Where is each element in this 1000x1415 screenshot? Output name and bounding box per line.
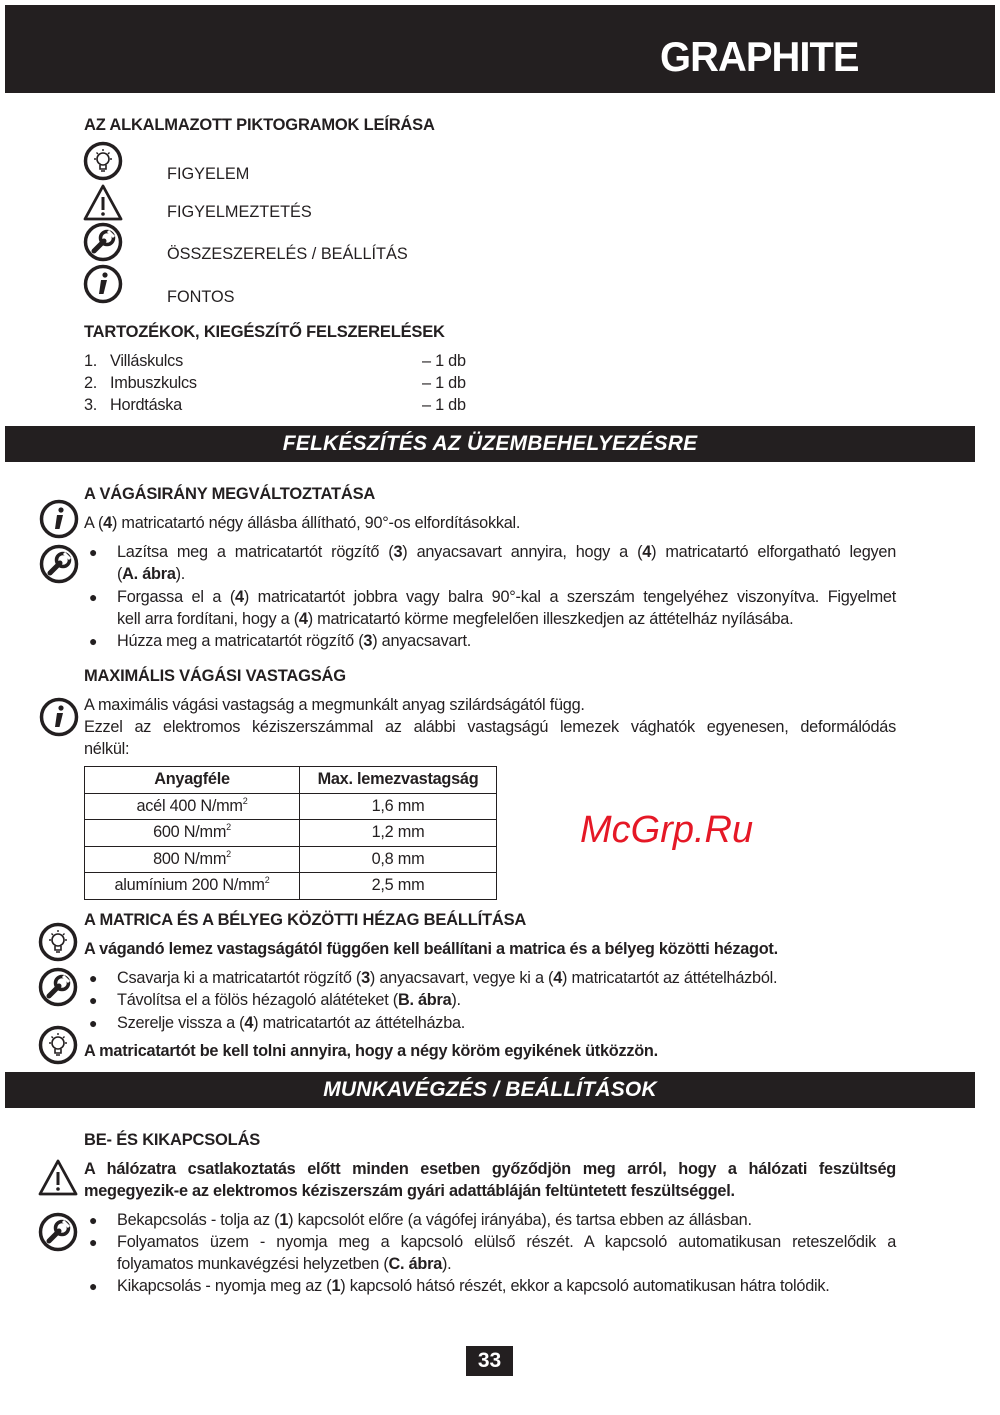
pictograms-heading: AZ ALKALMAZOTT PIKTOGRAMOK LEÍRÁSA (84, 116, 435, 134)
info-text: A maximális vágási vastagság a megmunkált anyag szilárdságától függ. (84, 696, 585, 714)
text-run: Kikapcsolás - nyomja meg az ( (117, 1277, 332, 1295)
bullet-text (117, 1012, 465, 1034)
bullet-text (117, 608, 793, 630)
thickness-table (84, 766, 497, 900)
page-header (5, 5, 995, 93)
superscript: 2 (226, 848, 231, 859)
table-row (85, 846, 497, 873)
material-cell (85, 793, 300, 820)
bullet-icon: ● (89, 544, 98, 560)
bold-reference: 1 (331, 1277, 341, 1295)
pictogram-label: FIGYELMEZTETÉS (167, 203, 312, 221)
text-run: ) matricatartó körme megfelelően illeszkedjen az áttételház nyílásába. (307, 610, 794, 628)
thickness-cell: 0,8 mm (300, 846, 497, 873)
column-header: Max. lemezvastagság (300, 767, 497, 794)
list-qty: – 1 db (422, 396, 466, 414)
text-run: Folyamatos üzem - nyomja meg a kapcsoló elülső részét. A kapcsoló automatikusan reteszelődik a (117, 1233, 896, 1251)
text-run: Húzza meg a matricatartót rögzítő ( (117, 632, 364, 650)
info-text: Ezzel az elektromos kéziszerszámmal az alábbi vastagságú lemezek vághatók egyenesen, deformálódás (84, 718, 896, 736)
table-row (85, 873, 497, 900)
column-header: Anyagféle (85, 767, 300, 794)
bold-reference: A. ábra (122, 565, 176, 583)
bullet-text (117, 586, 896, 608)
material-cell (85, 873, 300, 900)
bullet-text (117, 967, 777, 989)
bold-reference: B. ábra (397, 991, 452, 1009)
bullet-icon: ● (89, 992, 98, 1008)
text-run: Szerelje vissza a ( (117, 1014, 245, 1032)
list-qty: – 1 db (422, 352, 466, 370)
list-number: 3. (84, 396, 98, 414)
wrench-icon (38, 1212, 78, 1252)
text-run: kell arra fordítani, hogy a ( (117, 610, 299, 628)
section-banner: MUNKAVÉGZÉS / BEÁLLÍTÁSOK (5, 1072, 975, 1108)
text-run: ). (442, 1255, 452, 1273)
bold-reference: 4 (298, 610, 308, 628)
page-number: 33 (466, 1346, 513, 1376)
text-run: Forgassa el a ( (117, 588, 236, 606)
text-run: ) matricatartót az áttételházból. (562, 969, 778, 987)
bold-reference: 4 (235, 588, 244, 606)
superscript: 2 (264, 875, 270, 886)
material-text: acél 400 N/mm (136, 796, 243, 815)
bullet-text (117, 1231, 896, 1253)
info-icon (39, 499, 79, 539)
text-run: ). (175, 565, 186, 583)
text-run: ) anyacsavart annyira, hogy a ( (402, 543, 643, 561)
bold-reference: 4 (244, 1014, 254, 1032)
text-run: ) matricatartó négy állásba állítható, 90°-os elfordításokkal. (111, 514, 521, 532)
info-text (84, 512, 520, 534)
warning-text: A hálózatra csatlakoztatás előtt minden esetben győződjön meg arról, hogy a hálózati feszültség (84, 1160, 896, 1178)
thickness-cell: 1,2 mm (300, 820, 497, 847)
graphite-logo: GRAPHITE (660, 33, 859, 80)
bullet-text (117, 1209, 752, 1231)
text-run: ) matricatartó elforgatható legyen (651, 543, 897, 561)
info-icon (39, 697, 79, 737)
section-banner: FELKÉSZÍTÉS AZ ÜZEMBEHELYEZÉSRE (5, 426, 975, 462)
cut-direction-heading: A VÁGÁSIRÁNY MEGVÁLTOZTATÁSA (84, 485, 376, 503)
table-row (85, 793, 497, 820)
thickness-cell: 1,6 mm (300, 793, 497, 820)
bold-reference: C. ábra (388, 1255, 442, 1273)
text-run: ) anyacsavart. (372, 632, 471, 650)
text-run: ( (117, 565, 123, 583)
bullet-text (117, 1253, 451, 1275)
bulb-icon (38, 1025, 78, 1065)
text-run: ) matricatartót az áttételházba. (253, 1014, 466, 1032)
text-run: ). (451, 991, 461, 1009)
wrench-icon (83, 222, 123, 262)
text-run: Lazítsa meg a matricatartót rögzítő ( (117, 543, 394, 561)
bullet-text (117, 989, 461, 1011)
list-item: Villáskulcs (110, 352, 183, 370)
bold-reference: 3 (363, 632, 373, 650)
list-qty: – 1 db (422, 374, 466, 392)
wrench-icon (38, 967, 78, 1007)
thickness-cell: 2,5 mm (300, 873, 497, 900)
text-run: ) kapcsolót előre (a vágófej irányába), és tartsa ebben az állásban. (288, 1211, 752, 1229)
bullet-icon: ● (89, 970, 98, 986)
warning-icon (83, 183, 123, 223)
text-run: folyamatos munkavégzési helyzetben ( (117, 1255, 389, 1273)
bullet-icon: ● (89, 589, 98, 605)
bullet-text (117, 1275, 830, 1297)
bold-reference: 4 (642, 543, 652, 561)
gap-heading: A MATRICA ÉS A BÉLYEG KÖZÖTTI HÉZAG BEÁLLÍTÁSA (84, 911, 527, 929)
bullet-icon: ● (89, 1278, 98, 1294)
bullet-text (117, 563, 185, 585)
bullet-icon: ● (89, 1015, 98, 1031)
bold-reference: 4 (553, 969, 563, 987)
switching-heading: BE- ÉS KIKAPCSOLÁS (84, 1131, 261, 1149)
warning-text: megegyezik-e az elektromos kéziszerszám gyári adattábláján feltüntetett feszültséggel. (84, 1182, 735, 1200)
table-row (85, 820, 497, 847)
text-run: ) matricatartót jobbra vagy balra 90°-kal a szerszám tengelyéhez viszonyítva. Figyelmet (243, 588, 897, 606)
text-run: Csavarja ki a matricatartót rögzítő ( (117, 969, 362, 987)
attention-text: A vágandó lemez vastagságától függően kell beállítani a matrica és a bélyeg közötti hézagot. (84, 940, 778, 958)
material-cell (85, 820, 300, 847)
material-text: 800 N/mm (153, 849, 227, 868)
warning-icon (38, 1158, 78, 1198)
superscript: 2 (242, 795, 248, 806)
list-number: 1. (84, 352, 98, 370)
text-run: A ( (84, 514, 104, 532)
max-thickness-heading: MAXIMÁLIS VÁGÁSI VASTAGSÁG (84, 667, 346, 685)
material-text: alumínium 200 N/mm (114, 876, 265, 895)
bold-reference: 4 (103, 514, 112, 532)
text-run: ) kapcsoló hátsó részét, ekkor a kapcsoló automatikusan hátra tolódik. (340, 1277, 830, 1295)
watermark: McGrp.Ru (580, 809, 754, 851)
bold-reference: 3 (393, 543, 403, 561)
text-run: ) anyacsavart, vegye ki a ( (369, 969, 554, 987)
bold-reference: 3 (361, 969, 370, 987)
list-item: Hordtáska (110, 396, 182, 414)
attention-text: A matricatartót be kell tolni annyira, hogy a négy köröm egyikének ütközzön. (84, 1042, 658, 1060)
pictogram-label: FONTOS (167, 288, 235, 306)
bullet-icon: ● (89, 1234, 98, 1250)
bullet-text (117, 541, 896, 563)
info-icon (83, 264, 123, 304)
text-run: Bekapcsolás - tolja az ( (117, 1211, 280, 1229)
text-run: Távolítsa el a fölös hézagoló alátéteket ( (117, 991, 398, 1009)
bold-reference: 1 (279, 1211, 289, 1229)
bullet-text (117, 630, 471, 652)
info-text: nélkül: (84, 740, 130, 758)
table-header-row (85, 767, 497, 794)
bullet-icon: ● (89, 633, 98, 649)
pictogram-label: FIGYELEM (167, 165, 250, 183)
superscript: 2 (226, 822, 231, 833)
wrench-icon (39, 544, 79, 584)
material-text: 600 N/mm (153, 823, 227, 842)
bulb-icon (38, 922, 78, 962)
list-item: Imbuszkulcs (110, 374, 197, 392)
pictogram-label: ÖSSZESZERELÉS / BEÁLLÍTÁS (167, 245, 408, 263)
list-number: 2. (84, 374, 98, 392)
bullet-icon: ● (89, 1212, 98, 1228)
material-cell (85, 846, 300, 873)
accessories-heading: TARTOZÉKOK, KIEGÉSZÍTŐ FELSZERELÉSEK (84, 323, 445, 341)
bulb-icon (83, 141, 123, 181)
